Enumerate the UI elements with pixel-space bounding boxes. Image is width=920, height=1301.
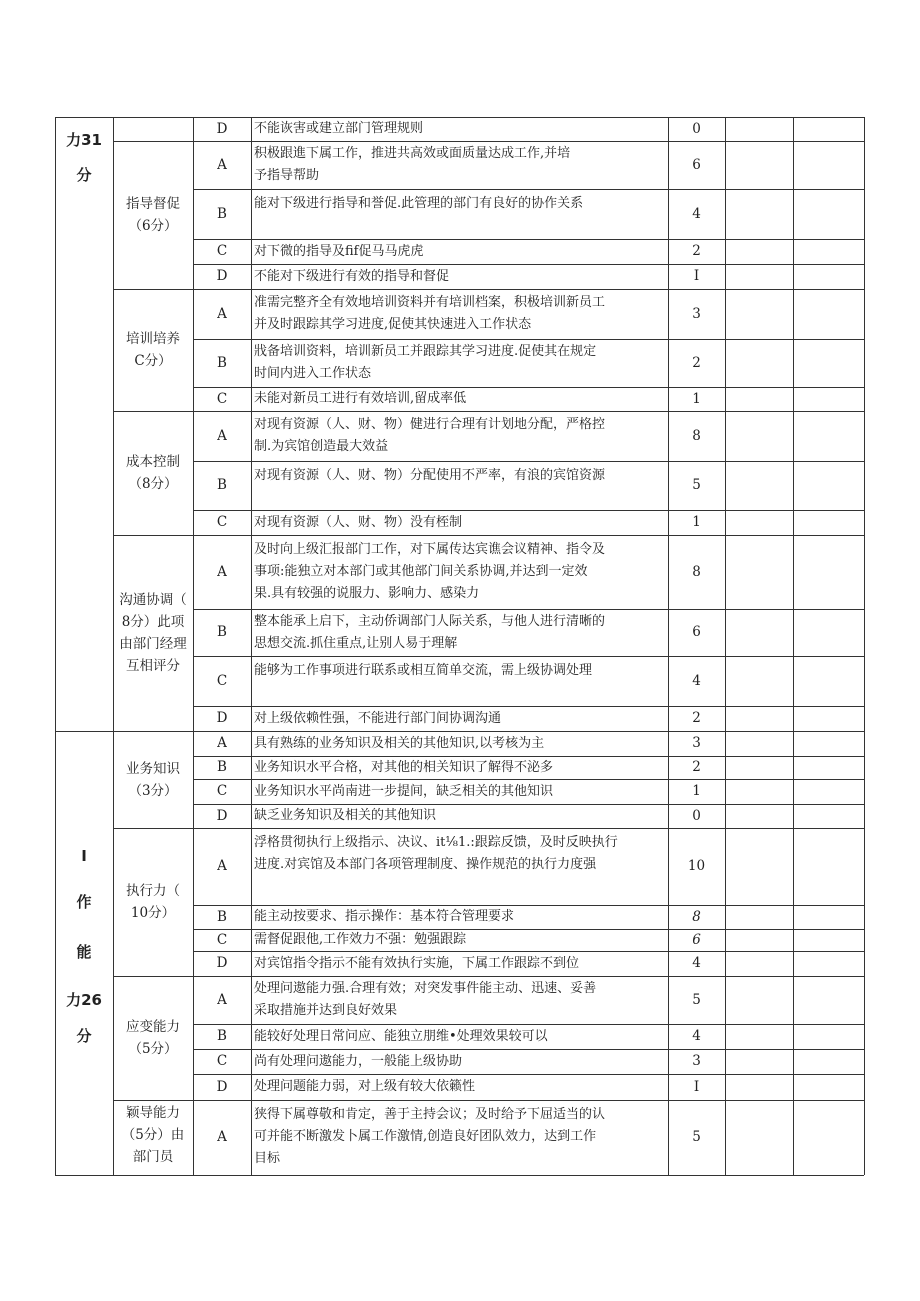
description-line: 并及时跟踪其学习进度,促使其快速进入工作状态 (254, 317, 532, 332)
score-cell: 6 (692, 932, 701, 948)
score-cell: 4 (692, 955, 701, 971)
grade-cell: B (217, 759, 227, 775)
grade-cell: D (216, 808, 228, 824)
description-line: 对现有资源（人、财、物）分配使用不严率，有浪的宾馆资源 (254, 468, 606, 483)
criterion-label-line: （8分） (128, 476, 178, 492)
description-line: 业务知识水平尚南进一步提间，缺乏相关的其他知识 (254, 783, 554, 799)
score-cell: 1 (692, 783, 701, 799)
description-line: 可并能不断激发卜属工作激情,创造良好团队效力，达到工作 (254, 1129, 597, 1144)
score-cell: 4 (692, 1028, 701, 1044)
grade-cell: D (216, 1079, 228, 1095)
description-line: 不能对下级进行有效的指导和督促 (254, 268, 450, 284)
score-cell: 6 (692, 624, 701, 640)
description-line: 时间内进入工作状态 (254, 366, 372, 381)
description-line: 事项:能独立对本部门或其他部门间关系协调,并达到一定效 (254, 564, 588, 579)
grade-cell: D (216, 710, 228, 726)
description-line: 对现有资源（人、财、物）健进行合理有计划地分配，严格控 (254, 417, 606, 432)
criterion-label-line: 成本控制 (126, 454, 180, 470)
grade-cell: B (217, 909, 227, 925)
criterion-label-line: 应变能力 (126, 1019, 180, 1035)
grade-cell: A (217, 157, 227, 173)
description-line: 戕备培训资料，培训新员工并跟踪其学习进度.促使其在规定 (254, 344, 597, 359)
grade-cell: B (217, 624, 227, 640)
criterion-label-line: 部门员 (132, 1149, 174, 1165)
description-line: 处理问遨能力强.合理有效；对突发事件能主动、迅速、妥善 (254, 981, 597, 996)
criterion-label-line: 互相评分 (126, 658, 180, 674)
description-line: 狭得下属尊敬和肯定，善于主持会议；及时给予下屈适当的认 (254, 1107, 606, 1122)
score-cell: 4 (692, 673, 701, 689)
category-label-line: 力31 (66, 131, 102, 149)
description-line: 对下微的指导及fif促马马虎虎 (254, 243, 424, 259)
score-cell: 2 (692, 759, 701, 775)
description-line: 目标 (254, 1151, 281, 1166)
score-cell: I (693, 1079, 700, 1095)
grade-cell: C (216, 243, 228, 259)
score-cell: 8 (692, 909, 701, 925)
grade-cell: B (217, 477, 227, 493)
description-line: 对上级依赖性强，不能进行部门间协调沟通 (254, 710, 502, 726)
criterion-label-line: 业务知识 (126, 760, 180, 777)
grade-cell: A (217, 735, 227, 751)
description-line: 进度.对宾馆及本部门各项管理制度、操作规范的执行力度强 (254, 857, 597, 872)
description-line: 业务知识水平合格，对其他的相关知识了解得不泌多 (254, 759, 554, 775)
grade-cell: C (216, 391, 228, 407)
description-line: 对现有资源（人、财、物）没有桎制 (254, 514, 463, 530)
grade-cell: A (217, 306, 227, 322)
score-cell: 2 (692, 243, 701, 259)
description-line: 未能对新员工进行有效培训,留成率低 (254, 391, 467, 406)
grade-cell: B (217, 355, 227, 371)
score-cell: 1 (692, 391, 701, 407)
grade-cell: C (216, 514, 228, 530)
score-cell: 3 (692, 735, 701, 751)
score-cell: I (693, 268, 700, 284)
criterion-label-line: （5分） (128, 1041, 178, 1057)
description-line: 处理问题能力弱，对上级有较大依籁性 (254, 1079, 476, 1094)
score-cell: 3 (692, 306, 701, 322)
category-label-line: 能 (76, 943, 92, 961)
description-line: 需督促跟他,工作效力不强：勉强跟踪 (254, 932, 467, 947)
description-line: 浮格贯彻执行上级指示、决议、it⅛1.:跟踪反馈，及时反映执行 (254, 835, 618, 850)
description-line: 对宾馆指令指示不能有效执行实施，下属工作跟踪不到位 (254, 955, 580, 971)
grade-cell: D (216, 268, 228, 284)
criterion-label-line: C分） (134, 353, 172, 369)
description-line: 及时向上级汇报部门工作，对下属传达宾谯会议精神、指令及 (254, 542, 606, 557)
grade-cell: A (217, 1129, 227, 1145)
criterion-label-line: 8分）此项 (121, 614, 185, 630)
score-cell: 0 (692, 121, 701, 137)
grade-cell: C (216, 1053, 228, 1069)
description-line: 具有熟练的业务知识及相关的其他知识,以考核为主 (254, 735, 545, 751)
description-line: 能主动按要求、指示操作：基本符合管理要求 (254, 909, 515, 924)
description-line: 果.具有较强的说服力、影响力、感染力 (254, 586, 480, 601)
grade-cell: C (216, 783, 228, 799)
criterion-label-line: 指导督促 (126, 196, 180, 212)
score-cell: 2 (692, 710, 701, 726)
category-label-line: 分 (76, 166, 92, 184)
category-label-line: 分 (76, 1027, 92, 1045)
criterion-label-line: （6分） (128, 218, 178, 234)
score-cell: 8 (692, 564, 701, 580)
criterion-label-line: （3分） (128, 782, 178, 799)
description-line: 整本能承上启下，主动侨调部门人际关系，与他人进行清晰的 (254, 613, 606, 629)
criterion-label-line: 执行力（ (126, 883, 180, 899)
criterion-label-line: 10分） (130, 905, 176, 921)
score-cell: 5 (692, 992, 701, 1008)
score-cell: 5 (692, 477, 701, 493)
score-cell: 4 (692, 206, 701, 222)
grade-cell: B (217, 206, 227, 222)
grade-cell: A (217, 992, 227, 1008)
criterion-label-line: （5分）由 (121, 1127, 185, 1143)
score-cell: 5 (692, 1129, 701, 1145)
score-cell: 1 (692, 514, 701, 530)
category-label-line: I (81, 847, 87, 865)
description-line: 制.为宾馆创造最大效益 (254, 439, 389, 454)
grade-cell: A (217, 428, 227, 444)
score-cell: 6 (692, 157, 701, 173)
criterion-label-line: 沟通协调（ (119, 592, 187, 608)
grade-cell: C (216, 673, 228, 689)
grade-cell: B (217, 1028, 227, 1044)
description-line: 予指导帮助 (254, 168, 320, 183)
description-line: 积极跟進下属工作，推进共高效或面质量达成工作,并培 (254, 146, 571, 161)
score-cell: 8 (692, 428, 701, 444)
description-line: 能够为工作事项进行联系或相互简单交流，需上级协调处理 (254, 663, 593, 678)
grade-cell: D (216, 955, 228, 971)
description-line: 能较好处理日常问应、能独立朋维•处理效果较可以 (254, 1028, 548, 1044)
score-cell: 3 (692, 1053, 701, 1069)
description-line: 不能诙害或建立部门管理规则 (254, 121, 424, 136)
category-label-line: 力26 (66, 991, 102, 1009)
grade-cell: C (216, 932, 228, 948)
criterion-label-line: 颖导能力 (126, 1105, 180, 1121)
description-line: 尚有处理问遨能力，一般能上级协助 (254, 1053, 463, 1069)
description-line: 思想交流.抓住重点,让别人易于理解 (254, 635, 458, 651)
criterion-label-line: 由部门经理 (119, 636, 187, 652)
grade-cell: D (216, 121, 228, 137)
description-line: 能对下级进行指导和誉促.此管理的部门有良好的协作关系 (254, 196, 584, 211)
description-line: 采取措施并达到良好效果 (254, 1003, 398, 1018)
description-line: 准需完整齐全有效地培训资料并有培训档案，积极培训新员工 (254, 295, 606, 310)
grade-cell: A (217, 564, 227, 580)
score-cell: 0 (692, 808, 701, 824)
score-cell: 2 (692, 355, 701, 371)
category-label-line: 作 (76, 893, 92, 911)
grade-cell: A (217, 858, 227, 874)
criterion-label-line: 培训培养 (126, 331, 180, 347)
description-line: 缺乏业务知识及相关的其他知识 (254, 808, 437, 823)
score-cell: 10 (687, 858, 706, 874)
